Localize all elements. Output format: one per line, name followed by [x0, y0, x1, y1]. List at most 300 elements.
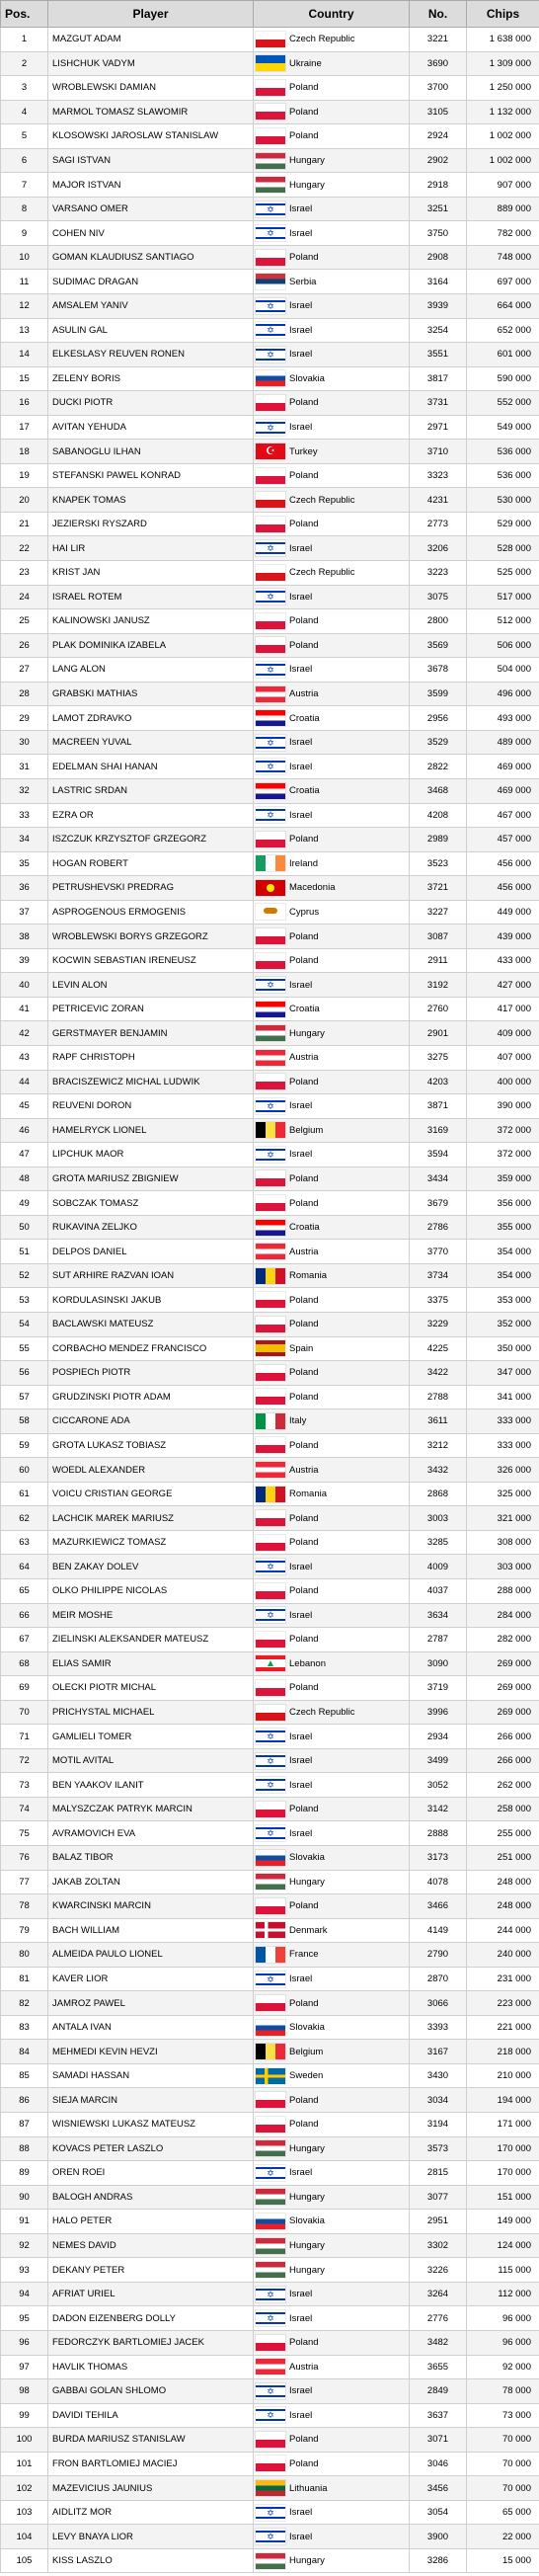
- israel-flag-icon: ✡: [256, 2505, 285, 2521]
- row-player-number: 3721: [410, 876, 467, 901]
- table-row: [1, 1118, 539, 1143]
- row-chip-count: 1 638 000: [467, 28, 539, 52]
- row-player-number: 3275: [410, 1045, 467, 1070]
- country-name: Croatia: [289, 1004, 320, 1015]
- row-player-number: 3393: [410, 2015, 467, 2040]
- table-row: [1, 973, 539, 998]
- row-player-number: 3071: [410, 2428, 467, 2453]
- row-country: [254, 1651, 410, 1676]
- country-name: Hungary: [289, 1876, 325, 1888]
- row-chip-count: 96 000: [467, 2306, 539, 2331]
- row-player-name: SUDIMAC DRAGAN: [48, 270, 254, 294]
- row-player-number: 2787: [410, 1628, 467, 1652]
- table-row: [1, 1603, 539, 1628]
- row-country: [254, 585, 410, 609]
- row-chip-count: 390 000: [467, 1094, 539, 1119]
- row-player-name: GABBAI GOLAN SHLOMO: [48, 2379, 254, 2404]
- poland-flag-icon: [256, 250, 285, 266]
- country-name: Poland: [289, 1391, 319, 1403]
- row-player-number: 3375: [410, 1288, 467, 1313]
- row-country: [254, 1506, 410, 1531]
- poland-flag-icon: [256, 395, 285, 411]
- turkey-flag-icon: ☪: [256, 443, 285, 459]
- belgium-flag-icon: [256, 1122, 285, 1138]
- row-player-number: 3750: [410, 221, 467, 246]
- row-player-number: 2934: [410, 1725, 467, 1749]
- country-name: Poland: [289, 2434, 319, 2446]
- row-country: [254, 124, 410, 149]
- row-player-number: 3052: [410, 1773, 467, 1798]
- country-name: Poland: [289, 1804, 319, 1815]
- row-chip-count: 407 000: [467, 1045, 539, 1070]
- row-country: [254, 1263, 410, 1288]
- row-player-name: SIEJA MARCIN: [48, 2088, 254, 2113]
- poland-flag-icon: [256, 104, 285, 120]
- row-chip-count: 115 000: [467, 2258, 539, 2283]
- country-name: Poland: [289, 470, 319, 482]
- country-name: Belgium: [289, 1124, 324, 1136]
- slovakia-flag-icon: [256, 2214, 285, 2229]
- row-country: [254, 948, 410, 973]
- row-player-name: LEVIN ALON: [48, 973, 254, 998]
- row-position: 59: [1, 1433, 48, 1458]
- country-name: Poland: [289, 2094, 319, 2106]
- row-country: [254, 1021, 410, 1046]
- country-name: Poland: [289, 1367, 319, 1379]
- row-position: 43: [1, 1045, 48, 1070]
- row-position: 16: [1, 391, 48, 416]
- table-row: [1, 100, 539, 124]
- cyprus-flag-icon: [256, 904, 285, 920]
- header-chips: Chips: [467, 1, 539, 28]
- row-position: 7: [1, 173, 48, 198]
- table-row: [1, 1482, 539, 1506]
- table-row: [1, 488, 539, 513]
- table-row: [1, 2185, 539, 2210]
- poland-flag-icon: [256, 832, 285, 847]
- table-row: [1, 2525, 539, 2549]
- table-row: [1, 803, 539, 828]
- row-country: [254, 755, 410, 779]
- row-player-number: 3164: [410, 270, 467, 294]
- row-player-name: JAMROZ PAWEL: [48, 1991, 254, 2016]
- israel-flag-icon: ✡: [256, 1559, 285, 1574]
- poland-flag-icon: [256, 1317, 285, 1332]
- table-row: [1, 948, 539, 973]
- table-row: [1, 1579, 539, 1604]
- row-position: 55: [1, 1336, 48, 1361]
- table-row: [1, 1773, 539, 1798]
- table-row: [1, 1943, 539, 1968]
- row-chip-count: 372 000: [467, 1143, 539, 1167]
- row-chip-count: 456 000: [467, 876, 539, 901]
- row-chip-count: 248 000: [467, 1894, 539, 1919]
- row-country: [254, 828, 410, 852]
- row-player-name: AVITAN YEHUDA: [48, 415, 254, 440]
- row-country: [254, 1409, 410, 1434]
- croatia-flag-icon: [256, 783, 285, 799]
- row-player-number: 3456: [410, 2476, 467, 2501]
- row-country: [254, 2428, 410, 2453]
- row-chip-count: 266 000: [467, 1725, 539, 1749]
- table-row: [1, 1361, 539, 1386]
- country-name: Poland: [289, 252, 319, 264]
- row-position: 33: [1, 803, 48, 828]
- row-player-number: 2800: [410, 609, 467, 634]
- row-chip-count: 333 000: [467, 1433, 539, 1458]
- row-player-number: 2951: [410, 2210, 467, 2234]
- row-position: 79: [1, 1918, 48, 1943]
- row-position: 64: [1, 1555, 48, 1579]
- row-chip-count: 469 000: [467, 755, 539, 779]
- row-player-name: MEIR MOSHE: [48, 1603, 254, 1628]
- row-player-number: 3087: [410, 925, 467, 949]
- row-player-number: 2888: [410, 1821, 467, 1846]
- row-country: [254, 366, 410, 391]
- table-row: [1, 2063, 539, 2088]
- table-row: [1, 1846, 539, 1871]
- row-player-name: MAJOR ISTVAN: [48, 173, 254, 198]
- row-player-number: 3226: [410, 2258, 467, 2283]
- row-position: 29: [1, 706, 48, 731]
- country-name: Croatia: [289, 785, 320, 797]
- table-row: [1, 1167, 539, 1191]
- row-player-name: KRIST JAN: [48, 561, 254, 586]
- table-row: [1, 440, 539, 464]
- row-position: 9: [1, 221, 48, 246]
- country-name: Slovakia: [289, 2215, 325, 2227]
- table-row: [1, 633, 539, 658]
- row-player-name: KORDULASINSKI JAKUB: [48, 1288, 254, 1313]
- row-player-number: 3254: [410, 318, 467, 343]
- row-player-name: KNAPEK TOMAS: [48, 488, 254, 513]
- row-position: 37: [1, 900, 48, 925]
- row-player-number: 3173: [410, 1846, 467, 1871]
- country-name: Israel: [289, 1973, 313, 1985]
- poland-flag-icon: [256, 1995, 285, 2011]
- israel-flag-icon: ✡: [256, 662, 285, 678]
- israel-flag-icon: ✡: [256, 2165, 285, 2181]
- row-player-number: 4009: [410, 1555, 467, 1579]
- row-player-name: GRABSKI MATHIAS: [48, 682, 254, 706]
- row-player-number: 3194: [410, 2113, 467, 2137]
- row-country: [254, 1991, 410, 2016]
- country-name: Israel: [289, 737, 313, 749]
- row-chip-count: 467 000: [467, 803, 539, 828]
- table-row: [1, 755, 539, 779]
- row-player-number: 2971: [410, 415, 467, 440]
- row-player-number: 3734: [410, 1263, 467, 1288]
- row-country: [254, 1045, 410, 1070]
- row-player-name: JAKAB ZOLTAN: [48, 1870, 254, 1894]
- country-name: Poland: [289, 1172, 319, 1184]
- poland-flag-icon: [256, 1510, 285, 1526]
- row-player-number: 3573: [410, 2136, 467, 2161]
- austria-flag-icon: [256, 686, 285, 702]
- czech-flag-icon: [256, 492, 285, 508]
- row-chip-count: 266 000: [467, 1748, 539, 1773]
- israel-flag-icon: ✡: [256, 298, 285, 314]
- row-position: 22: [1, 536, 48, 561]
- row-chip-count: 536 000: [467, 463, 539, 488]
- row-chip-count: 308 000: [467, 1530, 539, 1555]
- country-name: Czech Republic: [289, 1707, 355, 1718]
- row-position: 49: [1, 1191, 48, 1216]
- row-country: [254, 2210, 410, 2234]
- row-player-number: 2776: [410, 2306, 467, 2331]
- row-position: 63: [1, 1530, 48, 1555]
- header-pos: Pos.: [1, 1, 48, 28]
- row-position: 6: [1, 148, 48, 173]
- row-country: [254, 463, 410, 488]
- table-row: [1, 1967, 539, 1991]
- row-position: 8: [1, 197, 48, 221]
- country-name: Lebanon: [289, 1657, 326, 1669]
- row-country: [254, 2258, 410, 2283]
- table-row: [1, 561, 539, 586]
- row-position: 99: [1, 2403, 48, 2428]
- country-name: Poland: [289, 1585, 319, 1597]
- row-position: 68: [1, 1651, 48, 1676]
- row-country: [254, 318, 410, 343]
- israel-flag-icon: ✡: [256, 1098, 285, 1114]
- country-name: Hungary: [289, 179, 325, 191]
- row-player-number: 3054: [410, 2500, 467, 2525]
- table-row: [1, 76, 539, 101]
- poland-flag-icon: [256, 1680, 285, 1696]
- row-chip-count: 372 000: [467, 1118, 539, 1143]
- country-name: Poland: [289, 955, 319, 967]
- row-player-name: LANG ALON: [48, 658, 254, 683]
- table-row: [1, 463, 539, 488]
- country-name: Poland: [289, 1682, 319, 1694]
- row-player-name: KOCWIN SEBASTIAN IRENEUSZ: [48, 948, 254, 973]
- row-country: [254, 2379, 410, 2404]
- row-country: [254, 973, 410, 998]
- row-player-name: REUVENI DORON: [48, 1094, 254, 1119]
- row-position: 51: [1, 1240, 48, 1264]
- row-country: [254, 658, 410, 683]
- row-chip-count: 341 000: [467, 1385, 539, 1409]
- row-player-name: GROTA LUKASZ TOBIASZ: [48, 1433, 254, 1458]
- table-row: [1, 2476, 539, 2501]
- table-row: [1, 343, 539, 367]
- country-name: Poland: [289, 1439, 319, 1451]
- row-country: [254, 1143, 410, 1167]
- row-player-name: AFRIAT URIEL: [48, 2282, 254, 2306]
- row-country: [254, 440, 410, 464]
- row-chip-count: 73 000: [467, 2403, 539, 2428]
- table-row: [1, 2282, 539, 2306]
- row-country: [254, 148, 410, 173]
- row-chip-count: 284 000: [467, 1603, 539, 1628]
- row-player-name: ISZCZUK KRZYSZTOF GRZEGORZ: [48, 828, 254, 852]
- row-position: 4: [1, 100, 48, 124]
- row-position: 67: [1, 1628, 48, 1652]
- row-country: [254, 609, 410, 634]
- row-player-name: OLECKI PIOTR MICHAL: [48, 1676, 254, 1701]
- row-position: 93: [1, 2258, 48, 2283]
- table-row: [1, 1458, 539, 1483]
- country-name: Israel: [289, 300, 313, 312]
- row-player-number: 3523: [410, 851, 467, 876]
- country-name: Poland: [289, 1634, 319, 1646]
- row-country: [254, 1700, 410, 1725]
- row-player-number: 2815: [410, 2161, 467, 2186]
- table-row: [1, 925, 539, 949]
- row-position: 85: [1, 2063, 48, 2088]
- table-row: [1, 318, 539, 343]
- country-name: Poland: [289, 1197, 319, 1209]
- row-country: [254, 1167, 410, 1191]
- row-position: 88: [1, 2136, 48, 2161]
- row-player-name: PLAK DOMINIKA IZABELA: [48, 633, 254, 658]
- row-country: [254, 1797, 410, 1821]
- country-name: Israel: [289, 2167, 313, 2179]
- row-position: 74: [1, 1797, 48, 1821]
- row-player-number: 3251: [410, 197, 467, 221]
- row-country: [254, 2476, 410, 2501]
- table-row: [1, 2136, 539, 2161]
- table-row: [1, 1676, 539, 1701]
- row-player-name: RUKAVINA ZELJKO: [48, 1215, 254, 1240]
- row-chip-count: 493 000: [467, 706, 539, 731]
- row-chip-count: 409 000: [467, 1021, 539, 1046]
- row-player-number: 3611: [410, 1409, 467, 1434]
- country-name: Israel: [289, 1149, 313, 1161]
- row-player-name: NEMES DAVID: [48, 2233, 254, 2258]
- row-player-number: 3286: [410, 2548, 467, 2573]
- czech-flag-icon: [256, 32, 285, 47]
- row-chip-count: 170 000: [467, 2136, 539, 2161]
- israel-flag-icon: ✡: [256, 347, 285, 362]
- row-player-name: MOTIL AVITAL: [48, 1748, 254, 1773]
- row-chip-count: 517 000: [467, 585, 539, 609]
- row-position: 30: [1, 730, 48, 755]
- table-row: [1, 876, 539, 901]
- row-country: [254, 2136, 410, 2161]
- country-name: Cyprus: [289, 906, 320, 918]
- row-player-name: AVRAMOVICH EVA: [48, 1821, 254, 1846]
- country-name: Israel: [289, 1827, 313, 1839]
- table-row: [1, 1918, 539, 1943]
- row-chip-count: 496 000: [467, 682, 539, 706]
- country-name: Israel: [289, 591, 313, 603]
- row-chip-count: 652 000: [467, 318, 539, 343]
- row-chip-count: 350 000: [467, 1336, 539, 1361]
- austria-flag-icon: [256, 2359, 285, 2375]
- row-chip-count: 489 000: [467, 730, 539, 755]
- row-player-number: 3594: [410, 1143, 467, 1167]
- row-player-number: 2901: [410, 1021, 467, 1046]
- row-country: [254, 28, 410, 52]
- country-name: Poland: [289, 930, 319, 942]
- row-player-number: 3499: [410, 1748, 467, 1773]
- lebanon-flag-icon: [256, 1655, 285, 1671]
- country-name: Israel: [289, 1779, 313, 1791]
- israel-flag-icon: ✡: [256, 2310, 285, 2326]
- row-player-name: WROBLEWSKI BORYS GRZEGORZ: [48, 925, 254, 949]
- row-position: 102: [1, 2476, 48, 2501]
- table-row: [1, 2306, 539, 2331]
- row-player-number: 3678: [410, 658, 467, 683]
- table-row: [1, 1263, 539, 1288]
- table-row: [1, 173, 539, 198]
- row-position: 14: [1, 343, 48, 367]
- table-row: [1, 1821, 539, 1846]
- row-country: [254, 2452, 410, 2476]
- macedonia-flag-icon: [256, 880, 285, 896]
- table-row: [1, 900, 539, 925]
- country-name: Belgium: [289, 2046, 324, 2057]
- row-player-number: 3285: [410, 1530, 467, 1555]
- italy-flag-icon: [256, 1413, 285, 1429]
- row-country: [254, 343, 410, 367]
- row-position: 11: [1, 270, 48, 294]
- table-row: [1, 2428, 539, 2453]
- table-row: [1, 51, 539, 76]
- row-position: 1: [1, 28, 48, 52]
- country-name: Israel: [289, 2312, 313, 2324]
- row-player-name: CORBACHO MENDEZ FRANCISCO: [48, 1336, 254, 1361]
- table-row: [1, 197, 539, 221]
- table-row: [1, 294, 539, 319]
- row-position: 77: [1, 1870, 48, 1894]
- poland-flag-icon: [256, 2335, 285, 2351]
- row-chip-count: 457 000: [467, 828, 539, 852]
- country-name: Israel: [289, 2289, 313, 2300]
- israel-flag-icon: ✡: [256, 2529, 285, 2544]
- row-position: 25: [1, 609, 48, 634]
- country-name: Poland: [289, 1997, 319, 2009]
- country-name: Austria: [289, 688, 319, 700]
- row-country: [254, 415, 410, 440]
- row-position: 47: [1, 1143, 48, 1167]
- row-player-number: 3679: [410, 1191, 467, 1216]
- country-name: Israel: [289, 422, 313, 434]
- row-player-number: 3466: [410, 1894, 467, 1919]
- slovakia-flag-icon: [256, 370, 285, 386]
- row-country: [254, 1870, 410, 1894]
- row-country: [254, 1094, 410, 1119]
- country-name: Poland: [289, 1319, 319, 1330]
- row-chip-count: 449 000: [467, 900, 539, 925]
- row-chip-count: 251 000: [467, 1846, 539, 1871]
- country-name: France: [289, 1949, 319, 1961]
- row-chip-count: 124 000: [467, 2233, 539, 2258]
- row-player-number: 2868: [410, 1482, 467, 1506]
- row-chip-count: 258 000: [467, 1797, 539, 1821]
- row-player-number: 4231: [410, 488, 467, 513]
- country-name: Italy: [289, 1415, 307, 1427]
- row-player-name: CICCARONE ADA: [48, 1409, 254, 1434]
- row-position: 76: [1, 1846, 48, 1871]
- row-chip-count: 530 000: [467, 488, 539, 513]
- row-position: 21: [1, 512, 48, 536]
- row-position: 19: [1, 463, 48, 488]
- row-chip-count: 456 000: [467, 851, 539, 876]
- row-position: 35: [1, 851, 48, 876]
- row-player-number: 3302: [410, 2233, 467, 2258]
- row-country: [254, 1215, 410, 1240]
- country-name: Israel: [289, 542, 313, 554]
- row-position: 45: [1, 1094, 48, 1119]
- country-name: Israel: [289, 761, 313, 772]
- row-player-name: MEHMEDI KEVIN HEVZI: [48, 2040, 254, 2064]
- row-player-number: 3939: [410, 294, 467, 319]
- row-chip-count: 782 000: [467, 221, 539, 246]
- country-name: Ireland: [289, 857, 319, 869]
